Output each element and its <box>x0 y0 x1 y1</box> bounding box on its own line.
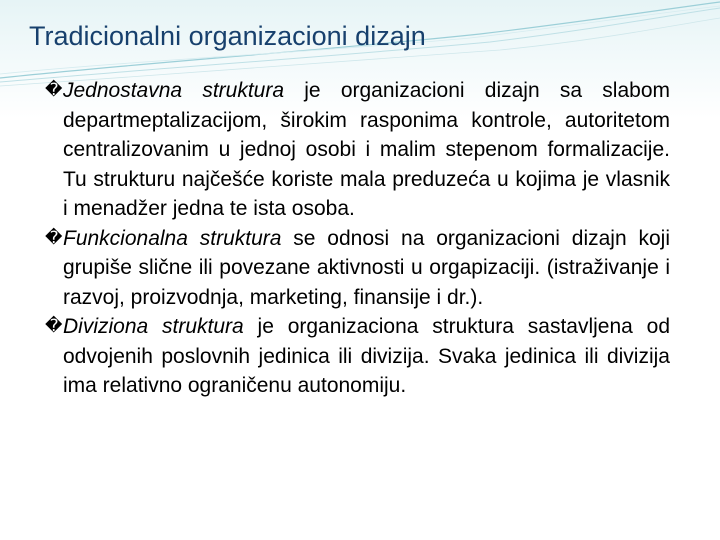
bullet-paragraph <box>46 76 670 224</box>
term-label: Jednostavna struktura <box>63 79 285 102</box>
slide-body <box>46 76 670 401</box>
slide-title: Tradicionalni organizacioni dizajn <box>29 21 426 51</box>
term-label: Funkcionalna struktura <box>63 226 282 250</box>
bullet-paragraph <box>46 312 670 401</box>
term-label: Diviziona struktura <box>63 315 244 338</box>
bullet-icon: � <box>45 227 63 248</box>
paragraph-text: je organizaciona struktura sastavljena od odvojenih poslovnih jedinica ili divizija. Svaka jedinica ili divizija ima relativno ograničenu autonomiju. <box>63 315 671 397</box>
paragraph-text: je organizacioni dizajn sa slabom departmeptalizacijom, širokim rasponima kontrole, autoritetom centralizovanim u jednoj osobi i malim stepenom formalizacije. Tu strukturu najčešće koriste mala preduzeća u kojima je vlasnik i menadžer jedna te ista osoba. <box>63 79 670 220</box>
bullet-icon: � <box>45 80 63 100</box>
bullet-icon: � <box>45 316 63 336</box>
bullet-paragraph <box>46 224 670 313</box>
paragraph-text: se odnosi na organizacioni dizajn koji grupiše slične ili povezane aktivnosti u orgapizaciji. (istraživanje i razvoj, proizvodnja, marketing, finansije i dr.). <box>63 226 670 309</box>
